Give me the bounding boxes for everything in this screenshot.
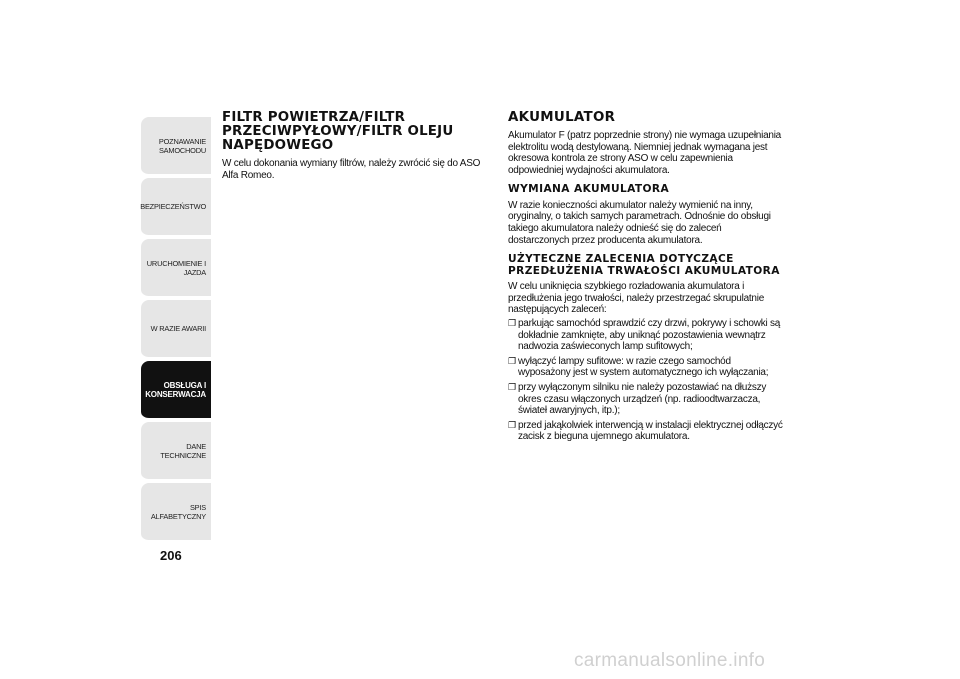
tab-poznawanie-samochodu[interactable] — [141, 117, 211, 176]
filters-section — [222, 111, 484, 181]
tab-uruchomienie-i-jazda[interactable] — [141, 239, 211, 298]
list-item — [508, 382, 784, 417]
list-item-text: przy wyłączonym silniku nie należy pozostawiać na dłuższy okres czasu włączonych urządzeń (np. radioodtwarzacza, świateł awaryjnych, itp.); — [518, 382, 767, 417]
tab-label: SPIS ALFABETYCZNY — [150, 502, 206, 521]
checkbox-bullet-icon: ❐ — [508, 318, 516, 329]
battery-title: AKUMULATOR — [508, 110, 616, 125]
tab-w-razie-awarii[interactable] — [141, 300, 211, 359]
list-item — [508, 356, 784, 379]
list-item-text: wyłączyć lampy sufitowe: w razie czego samochód wyposażony jest w system automatycznego ich wyłączania; — [518, 355, 769, 379]
checkbox-bullet-icon: ❐ — [508, 355, 516, 366]
tab-bezpieczenstwo[interactable] — [141, 178, 211, 237]
tab-obsluga-i-konserwacja[interactable] — [141, 361, 211, 420]
filters-body: W celu dokonania wymiany filtrów, należy zwrócić się do ASO Alfa Romeo. — [222, 158, 481, 181]
watermark: carmanualsonline.info — [574, 650, 766, 671]
list-item — [508, 420, 784, 443]
tab-label: URUCHOMIENIE I JAZDA — [146, 258, 206, 277]
battery-replace-heading: WYMIANA AKUMULATORA — [508, 183, 670, 196]
tab-spis-alfabetyczny[interactable] — [141, 483, 211, 542]
tab-label: W RAZIE AWARII — [150, 324, 206, 333]
list-item-text: przed jakąkolwiek interwencją w instalacji elektrycznej odłączyć zacisk z bieguna ujemnego akumulatora. — [518, 419, 783, 443]
tab-label: BEZPIECZEŃSTWO — [140, 202, 206, 211]
checkbox-bullet-icon: ❐ — [508, 419, 516, 430]
battery-tips-heading: UŻYTECZNE ZALECENIA DOTYCZĄCE PRZEDŁUŻENIA TRWAŁOŚCI AKUMULATORA — [508, 253, 780, 277]
list-item-text: parkując samochód sprawdzić czy drzwi, pokrywy i schowki są dokładnie zamknięte, aby uniknąć pozostawienia wewnątrz nadwozia zaświeconych lamp sufitowych; — [518, 318, 781, 353]
list-item — [508, 318, 784, 353]
battery-tips-intro: W celu uniknięcia szybkiego rozładowania akumulatora i przedłużenia jego trwałości, należy przestrzegać skrupulatnie następujących zaleceń: — [508, 281, 764, 316]
tab-label: OBSŁUGA I KONSERWACJA — [145, 380, 206, 399]
page-number: 206 — [160, 548, 182, 563]
tab-label: DANE TECHNICZNE — [160, 441, 206, 460]
battery-replace-body: W razie konieczności akumulator należy wymienić na inny, oryginalny, o takich samych parametrach. Odnośnie do obsługi takiego akumulatora należy odnieść się do zaleceń dostarczonych przez producenta akumulatora. — [508, 199, 771, 246]
tab-label: POZNAWANIE SAMOCHODU — [158, 136, 206, 155]
battery-section — [508, 111, 784, 446]
tab-dane-techniczne[interactable] — [141, 422, 211, 481]
checkbox-bullet-icon: ❐ — [508, 382, 516, 392]
filters-title: FILTR POWIETRZA/FILTR PRZECIWPYŁOWY/FILTR OLEJU NAPĘDOWEGO — [222, 110, 454, 153]
battery-intro: Akumulator F (patrz poprzednie strony) nie wymaga uzupełniania elektrolitu wodą destylowaną. Niemniej jednak wymagana jest okresowa kontrola ze strony ASO w celu zapewnienia odpowiedniej wydajności akumulatora. — [508, 130, 781, 176]
battery-tips-list — [508, 318, 784, 443]
